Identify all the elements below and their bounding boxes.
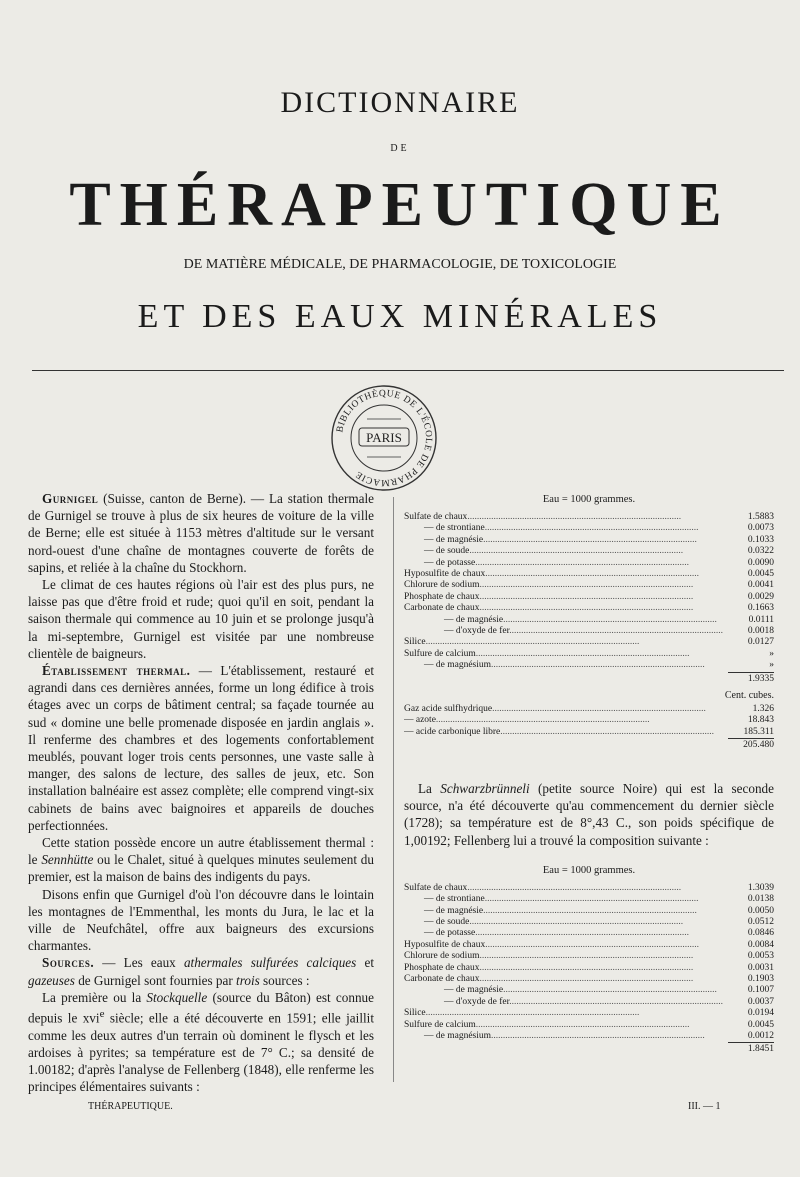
table-row	[404, 917, 774, 928]
table-row	[404, 512, 774, 523]
leader-dots: ..........................................................................................	[483, 534, 697, 545]
leader-dots: ..........................................................................................	[500, 726, 715, 737]
leader-dots: ..........................................................................................	[479, 591, 694, 602]
table-row-value: 0.0045	[747, 1019, 774, 1030]
text: (source du Bâton) est connue depuis le xvi	[28, 989, 374, 1026]
table-row	[404, 580, 774, 591]
table-row	[404, 558, 774, 569]
text: La	[418, 780, 441, 796]
text-superscript: e	[99, 1008, 105, 1021]
leader-dots: ..........................................................................................	[483, 905, 697, 916]
table-row	[404, 1020, 774, 1031]
table-row-label: — azote..........................................................................................	[404, 715, 650, 726]
table-row	[404, 1008, 774, 1019]
table-row-label: — de potasse..........................................................................................	[424, 557, 689, 568]
table-row-label: Chlorure de sodium..........................................................................................	[404, 951, 694, 962]
table-row-label: — de magnésium..........................................................................................	[424, 660, 705, 671]
text: Cette station possède encore un autre établissement thermal : le	[28, 835, 374, 868]
text: de Gurnigel sont fournies par	[74, 972, 237, 988]
paragraph-schwarzbrunneli	[404, 780, 774, 849]
leader-dots: ..........................................................................................	[475, 557, 689, 568]
table-row-label: — d'oxyde de fer..........................................................................................	[444, 996, 724, 1007]
table-row-label: Carbonate de chaux..........................................................................................	[404, 603, 694, 614]
stamp-center-text: PARIS	[366, 430, 402, 445]
table-row-label: — de magnésie..........................................................................................	[444, 985, 717, 996]
table-row-value: 18.843	[747, 715, 774, 726]
leader-dots: ..........................................................................................	[425, 637, 640, 648]
table-row-value: 0.0041	[747, 580, 774, 591]
leader-dots: ..........................................................................................	[503, 614, 717, 625]
table-row-value: 0.0090	[747, 557, 774, 568]
subtitle: DE MATIÈRE MÉDICALE, DE PHARMACOLOGIE, DE TOXICOLOGIE	[183, 257, 617, 272]
table-row-label: — de soude..........................................................................................	[424, 916, 684, 927]
text: (petite source Noire) qui est la seconde source, n'a été découverte qu'au commencement du dernier siècle (1728); sa température est de 8°,43 C., son poids spécifique de 1,00192; Fellenberg lui a trouvé la composition suivante :	[404, 780, 774, 848]
paragraph-stockquelle	[28, 989, 374, 1096]
leader-dots: ..........................................................................................	[425, 1008, 640, 1019]
text-italic: Sennhütte	[41, 852, 94, 868]
table-row-label: — de magnésie..........................................................................................	[424, 534, 697, 545]
table-row	[404, 727, 774, 738]
table-row-value: 0.0084	[747, 939, 774, 950]
table-row-value: 1.3039	[747, 882, 774, 893]
table-row-value: 0.1007	[747, 985, 774, 996]
table-row	[404, 704, 774, 715]
table-row-value: 0.0012	[747, 1031, 774, 1041]
leader-dots: ..........................................................................................	[479, 973, 694, 984]
table-row-label: — de strontiane..........................................................................................	[424, 523, 699, 534]
leader-dots: ..........................................................................................	[485, 569, 700, 580]
table-row-value: 0.0138	[747, 894, 774, 905]
table-row-label: — de strontiane..........................................................................................	[424, 894, 699, 905]
paragraph-sennhutte	[28, 834, 374, 886]
leader-dots: ..........................................................................................	[479, 580, 694, 591]
table-row	[404, 626, 774, 637]
table-row	[404, 637, 774, 648]
heading-sources: Sources.	[42, 955, 95, 971]
text: La première ou la	[42, 989, 147, 1005]
text-italic: athermales sulfurées calciques	[183, 955, 357, 971]
right-column	[404, 494, 774, 1056]
title-dictionnaire: DICTIONNAIRE	[280, 86, 520, 119]
table-row	[404, 649, 774, 660]
table-row-label: Chlorure de sodium..........................................................................................	[404, 580, 694, 591]
table-row	[404, 963, 774, 974]
table-row-value: 0.0031	[747, 962, 774, 973]
footer-left: THÉRAPEUTIQUE.	[88, 1101, 173, 1112]
table-row-label: Gaz acide sulfhydrique..........................................................................................	[404, 703, 706, 714]
leader-dots: ..........................................................................................	[475, 648, 690, 659]
table-row-label: Phosphate de chaux..........................................................................................	[404, 962, 694, 973]
table-row-label: Sulfate de chaux..........................................................................................	[404, 882, 682, 893]
table-row-value: 0.1663	[747, 603, 774, 614]
table-row-label: — de magnésie..........................................................................................	[444, 614, 717, 625]
table-row	[404, 592, 774, 603]
leader-dots: ..........................................................................................	[469, 546, 684, 557]
text: (Suisse, canton de Berne). — La station thermale de Gurnigel se trouve à plus de six heures de voiture de la ville de Berne; elle est située à 1153 mètres d'altitude sur le versant nord-ouest d'une chaîne de montagnes couverte de forêts de sapins, et reliée à la chaîne du Stockhorn.	[28, 491, 374, 575]
title-de: DE	[390, 143, 410, 154]
table-row	[404, 660, 774, 671]
table-row-label: Silice..........................................................................................	[404, 1008, 640, 1019]
table-row-label: Hyposulfite de chaux..........................................................................................	[404, 939, 700, 950]
leader-dots: ..........................................................................................	[479, 603, 694, 614]
table-row-value: 0.1033	[747, 534, 774, 545]
text: et	[356, 955, 374, 971]
table-row-value: 0.0111	[748, 614, 774, 625]
paragraph-gurnigel	[28, 490, 374, 576]
text: ou le Chalet, situé à quelques minutes seulement du premier, est la maison de bains des indigents du pays.	[28, 852, 374, 885]
table-row-label: Sulfure de calcium..........................................................................................	[404, 648, 690, 659]
leader-dots: ..........................................................................................	[479, 962, 694, 973]
table1-gas-body	[404, 704, 774, 738]
leader-dots: ..........................................................................................	[491, 660, 705, 671]
title-eaux-minerales: ET DES EAUX MINÉRALES	[137, 298, 663, 335]
leader-dots: ..........................................................................................	[435, 715, 650, 726]
leader-dots: ..........................................................................................	[509, 626, 724, 637]
leader-dots: ..........................................................................................	[467, 882, 682, 893]
paragraph-excursions: Disons enfin que Gurnigel d'où l'on découvre dans le lointain les montagnes de l'Emmenthal, les monts du Jura, le lac et la ville de Neufchâtel, offre aux baigneurs des excursions charmantes.	[28, 886, 374, 954]
leader-dots: ..........................................................................................	[475, 928, 689, 939]
table-row-value: 0.0322	[747, 546, 774, 557]
table-row	[404, 928, 774, 939]
paragraph-etablissement	[28, 662, 374, 834]
leader-dots: ..........................................................................................	[467, 512, 682, 522]
table-row-value: 0.0194	[747, 1008, 774, 1019]
table1-gas-total: 205.480	[728, 738, 774, 752]
leader-dots: ..........................................................................................	[509, 996, 724, 1007]
table2-caption: Eau = 1000 grammes.	[542, 864, 636, 876]
table1-total: 1.9335	[728, 672, 774, 686]
table-row-label: — de magnésie..........................................................................................	[424, 905, 697, 916]
table-row-value: 185.311	[743, 726, 774, 737]
paragraph-sources	[28, 954, 374, 988]
text-italic: trois	[236, 972, 260, 988]
table-row	[404, 985, 774, 996]
leader-dots: ..........................................................................................	[491, 1031, 705, 1041]
table-row-value: 0.0037	[747, 996, 774, 1007]
table-row	[404, 894, 774, 905]
table-row-label: Hyposulfite de chaux..........................................................................................	[404, 569, 700, 580]
table-row-label: Carbonate de chaux..........................................................................................	[404, 973, 694, 984]
leader-dots: ..........................................................................................	[469, 916, 684, 927]
table-row	[404, 883, 774, 894]
table2-total: 1.8451	[728, 1042, 774, 1056]
header-rule	[32, 370, 784, 371]
leader-dots: ..........................................................................................	[484, 523, 699, 534]
library-stamp	[329, 383, 439, 493]
table-row-label: — de soude..........................................................................................	[424, 546, 684, 557]
leader-dots: ..........................................................................................	[485, 939, 700, 950]
table-row-label: — acide carbonique libre..........................................................................................	[404, 726, 715, 737]
table-row	[404, 546, 774, 557]
table-row-label: Sulfate de chaux..........................................................................................	[404, 512, 682, 522]
title-therapeutique: THÉRAPEUTIQUE	[69, 171, 731, 239]
table2-body	[404, 883, 774, 1043]
heading-etablissement: Établissement thermal.	[42, 663, 191, 679]
text: sources :	[259, 972, 310, 988]
table-row-label: — de potasse..........................................................................................	[424, 928, 689, 939]
table-row	[404, 535, 774, 546]
table-row-label: — d'oxyde de fer..........................................................................................	[444, 626, 724, 637]
table-row	[404, 906, 774, 917]
heading-gurnigel: Gurnigel	[42, 491, 99, 506]
text: siècle; elle a été découverte en 1591; elle jaillit comme les deux autres d'un terrain où dominent le flysch et les ardoises à pyrites; sa température est de 7° C.; sa densité de 1.00182; d'après l'analyse de Fellenberg (1848), elle renferme les principes élémentaires suivants :	[28, 1010, 374, 1095]
leader-dots: ..........................................................................................	[503, 985, 717, 996]
table1-caption: Eau = 1000 grammes.	[542, 494, 636, 505]
table1-body	[404, 512, 774, 672]
table-row-label: Silice..........................................................................................	[404, 637, 640, 648]
table-row-value: 0.0029	[747, 591, 774, 602]
table-row	[404, 997, 774, 1008]
table-row-label: Phosphate de chaux..........................................................................................	[404, 591, 694, 602]
table-row-value: 0.1903	[747, 973, 774, 984]
table-row-value: 0.0512	[747, 916, 774, 927]
paragraph-climat: Le climat de ces hautes régions où l'air est des plus purs, ne laisse pas que d'être froid et rude; quoi qu'il en soit, pendant la saison thermale qui commence au 10 juin et se prolonge jusqu'à la mi-septembre, Gurnigel est visitée par une nombreuse clientèle de baigneurs.	[28, 577, 374, 661]
table-row-value: »	[769, 660, 774, 671]
table-row-value: 0.0053	[747, 951, 774, 962]
text-italic: gazeuses	[28, 972, 75, 988]
leader-dots: ..........................................................................................	[479, 951, 694, 962]
table-row	[404, 523, 774, 534]
table-row-value: 0.0846	[747, 928, 774, 939]
table-row-value: 0.0127	[747, 637, 774, 648]
table-row-value: 0.0050	[747, 905, 774, 916]
text: — Les eaux	[94, 955, 184, 971]
left-column	[28, 490, 374, 1096]
column-divider	[393, 497, 394, 1082]
table-row-value: 1.5883	[747, 512, 774, 522]
table-row-value: 1.326	[752, 703, 774, 714]
table-row	[404, 940, 774, 951]
table-row-value: 0.0045	[747, 569, 774, 580]
table-row-label: Sulfure de calcium..........................................................................................	[404, 1019, 690, 1030]
table-row-value: »	[769, 648, 774, 659]
table-row	[404, 569, 774, 580]
leader-dots: ..........................................................................................	[484, 894, 699, 905]
table-row	[404, 715, 774, 726]
table-row	[404, 974, 774, 985]
leader-dots: ..........................................................................................	[475, 1019, 690, 1030]
table-row-value: 0.0073	[747, 523, 774, 534]
table-row	[404, 1031, 774, 1042]
footer-right: III. — 1	[688, 1101, 721, 1112]
text-italic: Stockquelle	[146, 989, 208, 1005]
text: — L'établissement, restauré et agrandi dans ces dernières années, forme un long édifice à trois étages avec un corps de bâtiment central; sa façade tournée au sud « domine une belle promenade disposée en jardin anglais ». Il renferme des chambres et des logements confortablement meublés, pouvant loger trois cents personnes, une vaste salle à manger, des salons de lecture, des salles de jeux, etc. Son installation balnéaire est assez complète; elle comprend vingt-six cabinets de bains avec baignoires et appareils de douches perfectionnées.	[28, 663, 374, 833]
table1-gas-unit: Cent. cubes.	[724, 689, 774, 701]
text-italic: Schwarzbrünneli	[440, 780, 530, 796]
table-row	[404, 951, 774, 962]
table-row-label: — de magnésium..........................................................................................	[424, 1031, 705, 1041]
table-row-value: 0.0018	[747, 626, 774, 637]
table-row	[404, 603, 774, 614]
leader-dots: ..........................................................................................	[492, 703, 706, 714]
table-row	[404, 615, 774, 626]
stamp-ring-text: BIBLIOTHÈQUE DE L'ÉCOLE DE PHARMACIE	[335, 388, 434, 488]
